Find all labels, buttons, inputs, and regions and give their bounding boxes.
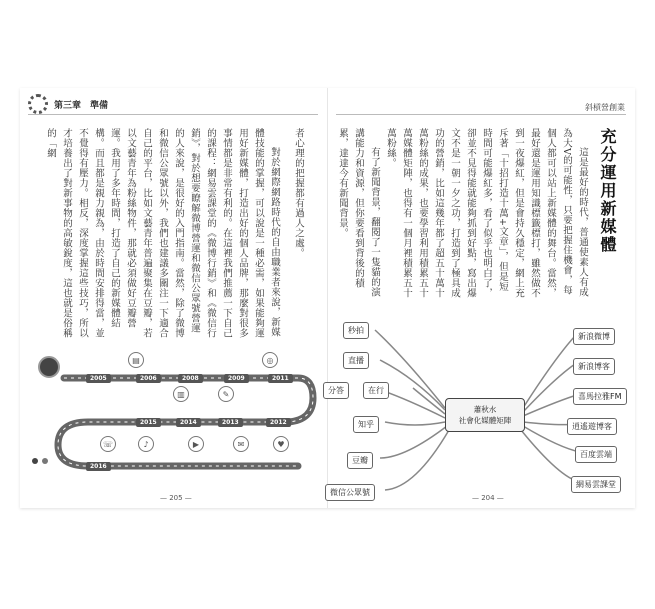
mindmap-center-name: 蕭秋水 bbox=[473, 405, 497, 414]
mic-icon: ♪ bbox=[138, 436, 154, 452]
right-para-1: 這是最好的時代，普通使素人有成為大V的可能性，只要把握住機會，每個人都可以站上新媒體的舞台。當然，最好還是運用知識標籤標打，雖然做不到一夜爆紅，但是會持久穩定，網上充斥著「十招打造十萬+文章」，但是短時間可能爆紅多，看了似乎也明白了，卻並不見得能就能夠抓到好點，寫出爆文不是一朝一夕之功，打造到了極具成功的營銷，比如這幾年都了超五十萬十萬粉絲的成果，也要學習利用積累五十萬媒體矩陣，也得有一個月裡積累五十萬粉絲。 bbox=[385, 128, 588, 298]
mindmap-node: 新浪微博 bbox=[573, 328, 615, 345]
phone-icon: ☏ bbox=[100, 436, 116, 452]
mindmap-node: 直播 bbox=[343, 352, 369, 369]
mindmap-node: 百度雲端 bbox=[575, 446, 617, 463]
mindmap-node: 知乎 bbox=[353, 416, 379, 433]
timeline-year: 2009 bbox=[224, 374, 249, 383]
timeline-year: 2011 bbox=[268, 374, 293, 383]
timeline-year: 2015 bbox=[136, 418, 161, 427]
timeline-year: 2016 bbox=[86, 462, 111, 471]
left-page-header bbox=[28, 94, 108, 114]
mindmap-node: 網易雲課堂 bbox=[571, 476, 621, 493]
mindmap-node: 秒拍 bbox=[343, 322, 369, 339]
timeline-start-dot bbox=[42, 458, 48, 464]
left-para-2: 對於網際網路時代的自由職業者來說，新媒體技能的掌握，可以說是一種必需，如果能夠運用好新媒體，打造出好的個人品牌，那麼對很多事情都是非常有利的。在這裡我們推薦一下自己的課程：網易雲課堂的《微博行銷》和《微信行銷》，對於想要瞭解微博營運和微信公眾號營運的人來說，是很好的入門指南。當然，除了微博和微信公眾號以外，我們也建議多關注一下適合自己的平台，比如文藝青年普遍聚集在豆瓣，若以文藝青年為粉絲物件，那就必須做好豆瓣營運。我用了多年時間，打造了自己的新媒體結構。而且都是親力親為，由於時間安排得當，並不覺得有壓力。相反，深度掌握這些技巧，所以才培養出了對新事物的高敏銳度，這也就是俗稱的「網 bbox=[45, 128, 280, 338]
page-gutter bbox=[327, 88, 328, 508]
mindmap-node: 在行 bbox=[363, 382, 389, 399]
mindmap-node: 微信公眾號 bbox=[325, 484, 375, 501]
chart-icon: ▥ bbox=[173, 386, 189, 402]
timeline-start-dot bbox=[32, 458, 38, 464]
pen-icon: ✎ bbox=[218, 386, 234, 402]
book-spread bbox=[20, 88, 635, 508]
mindmap-node: 喜馬拉雅FM bbox=[573, 388, 627, 405]
right-page-body bbox=[337, 128, 590, 298]
mindmap-node: 分答 bbox=[323, 382, 349, 399]
right-para-2: 有了新聞背景，翻閱了一隻貓的演講能力和資源，但你要看到背後的積累，達達今有新聞背景。 bbox=[337, 128, 380, 297]
mindmap-node: 豆瓣 bbox=[347, 452, 373, 469]
timeline-year: 2012 bbox=[266, 418, 291, 427]
timeline-year: 2005 bbox=[86, 374, 111, 383]
timeline-year: 2013 bbox=[218, 418, 243, 427]
gear-icon bbox=[28, 94, 48, 114]
page-number-left: — 205 — bbox=[160, 494, 192, 502]
chapter-label: 第三章 準備 bbox=[54, 100, 109, 111]
mindmap-center bbox=[445, 398, 525, 432]
video-icon: ▶ bbox=[188, 436, 204, 452]
book-title: 斜槓營創業 bbox=[585, 103, 625, 112]
mindmap-center-label: 社會化媒體矩陣 bbox=[458, 416, 512, 425]
heart-icon: ♥ bbox=[273, 436, 289, 452]
book-icon: ▤ bbox=[128, 352, 144, 368]
section-title: 充分運用新媒體 bbox=[598, 128, 617, 254]
left-header-rule bbox=[28, 114, 318, 115]
left-page-body bbox=[36, 128, 306, 338]
mindmap-node: 新浪博客 bbox=[573, 358, 615, 375]
mindmap-node: 逍遙遊博客 bbox=[567, 418, 617, 435]
media-matrix-mindmap bbox=[328, 318, 635, 508]
career-timeline bbox=[28, 350, 318, 500]
chat-icon: ✉ bbox=[233, 436, 249, 452]
right-header-rule bbox=[336, 114, 626, 115]
page-number-right: — 204 — bbox=[472, 494, 504, 502]
timeline-year: 2008 bbox=[178, 374, 203, 383]
timeline-year: 2006 bbox=[136, 374, 161, 383]
globe-icon: ◎ bbox=[262, 352, 278, 368]
left-para-1: 者心理的把握都有過人之處。 bbox=[293, 128, 304, 258]
timeline-year: 2014 bbox=[176, 418, 201, 427]
